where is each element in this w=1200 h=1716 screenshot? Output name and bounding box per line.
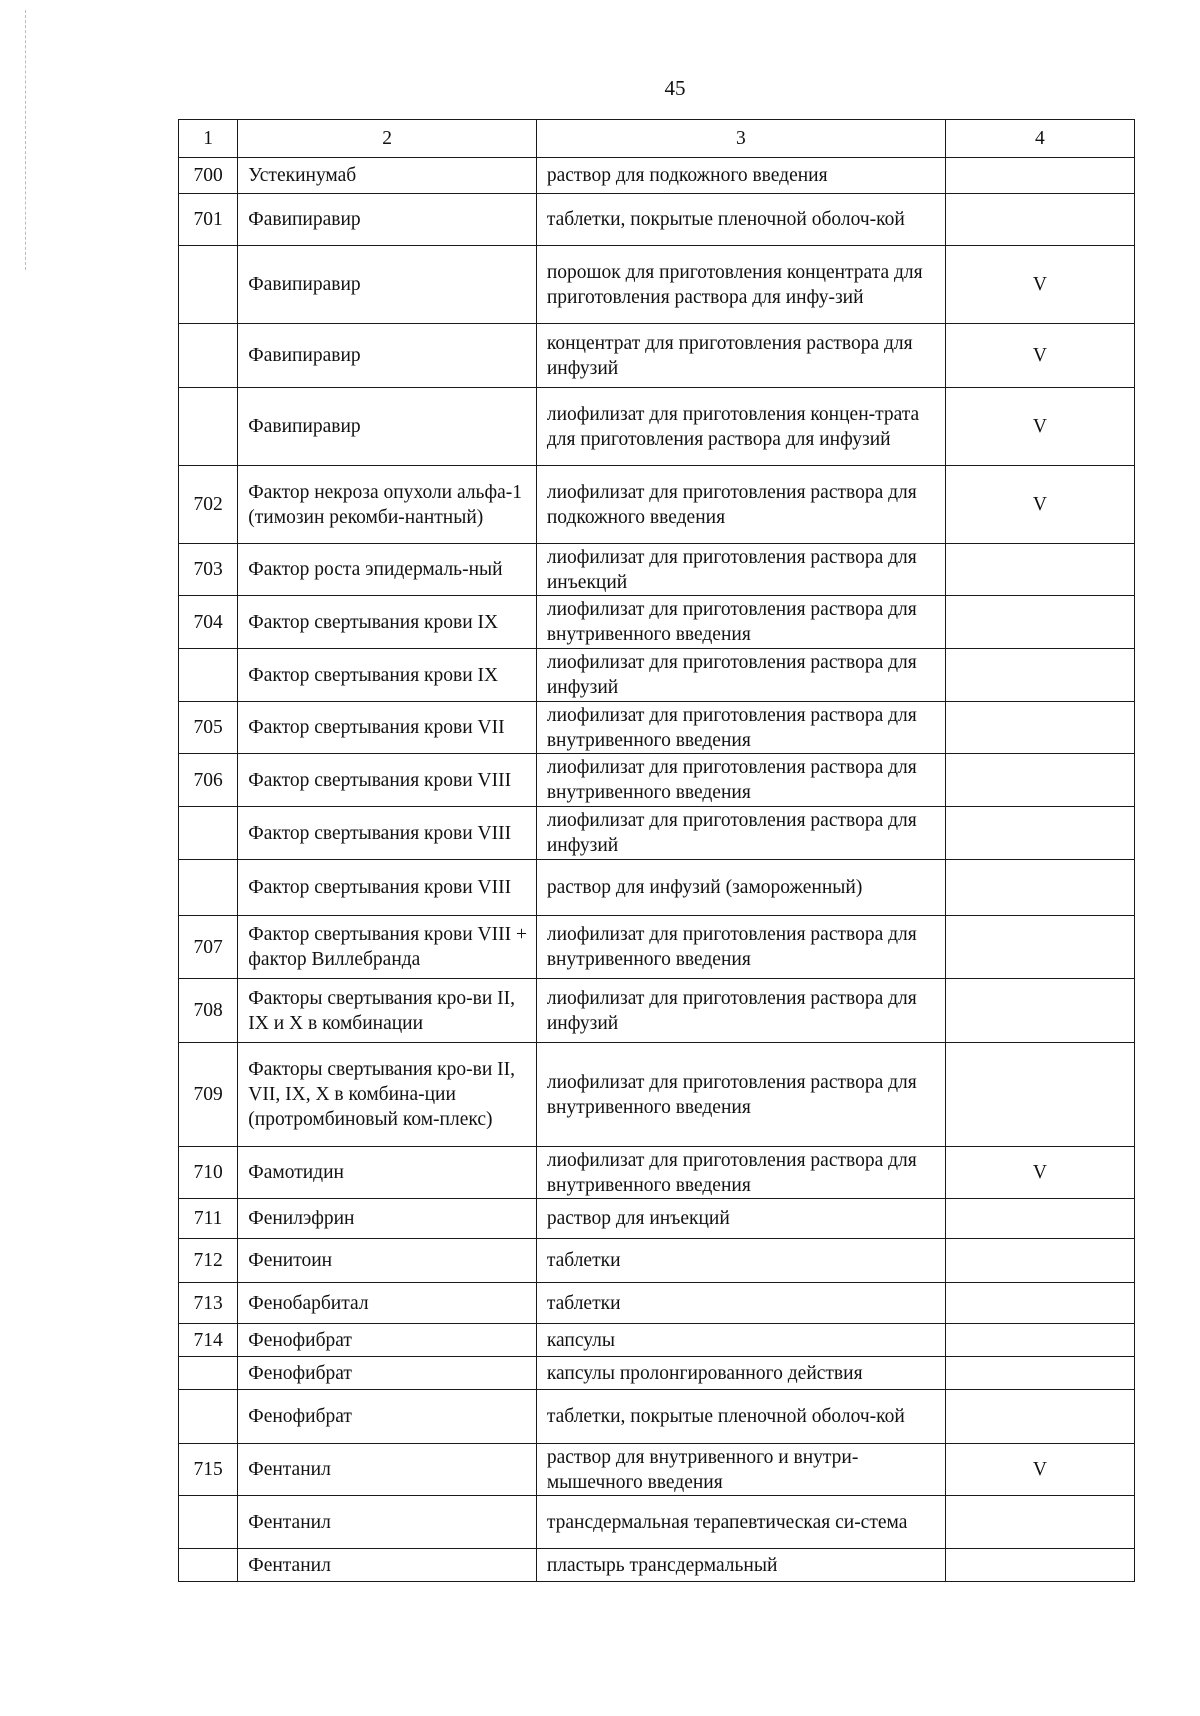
- drug-name: Фактор некроза опухоли альфа-1 (тимозин рекомби-нантный): [238, 466, 537, 544]
- header-col-4: 4: [945, 120, 1134, 158]
- drug-name: Фактор свертывания крови VIII + фактор Виллебранда: [238, 916, 537, 979]
- row-number: 702: [179, 466, 238, 544]
- row-number: 708: [179, 979, 238, 1043]
- drug-name: Фенофибрат: [238, 1390, 537, 1444]
- drug-name: Фенофибрат: [238, 1324, 537, 1357]
- drug-name: Фентанил: [238, 1496, 537, 1549]
- row-number: 705: [179, 702, 238, 754]
- table-row: [179, 596, 1135, 649]
- dosage-form: лиофилизат для приготовления раствора для инфузий: [536, 649, 945, 702]
- header-col-2: 2: [238, 120, 537, 158]
- table-row: [179, 1199, 1135, 1239]
- drug-name: Фактор свертывания крови VIII: [238, 807, 537, 860]
- dosage-form: порошок для приготовления концентрата для приготовления раствора для инфу-зий: [536, 246, 945, 324]
- row-number: 706: [179, 754, 238, 807]
- table-row: [179, 1043, 1135, 1147]
- drug-name: Факторы свертывания кро-ви II, VII, IX, X в комбина-ции (протромбиновый ком-плекс): [238, 1043, 537, 1147]
- vital-mark: [945, 702, 1134, 754]
- table-row: [179, 807, 1135, 860]
- vital-mark: V: [945, 324, 1134, 388]
- dosage-form: лиофилизат для приготовления раствора для инфузий: [536, 979, 945, 1043]
- header-col-3: 3: [536, 120, 945, 158]
- drug-name: Фавипиравир: [238, 388, 537, 466]
- vital-mark: [945, 807, 1134, 860]
- drug-name: Фавипиравир: [238, 246, 537, 324]
- vital-mark: [945, 1496, 1134, 1549]
- drug-name: Фавипиравир: [238, 324, 537, 388]
- row-number: 707: [179, 916, 238, 979]
- vital-mark: V: [945, 1444, 1134, 1496]
- vital-mark: [945, 916, 1134, 979]
- vital-mark: [945, 194, 1134, 246]
- table-row: [179, 1549, 1135, 1582]
- drug-name: Факторы свертывания кро-ви II, IX и X в комбинации: [238, 979, 537, 1043]
- table-row: [179, 649, 1135, 702]
- vital-mark: [945, 1549, 1134, 1582]
- dosage-form: раствор для внутривенного и внутри-мышечного введения: [536, 1444, 945, 1496]
- row-number: 709: [179, 1043, 238, 1147]
- row-number: [179, 1496, 238, 1549]
- dosage-form: таблетки: [536, 1239, 945, 1283]
- row-number: 711: [179, 1199, 238, 1239]
- row-number: [179, 388, 238, 466]
- drug-name: Фактор свертывания крови VIII: [238, 860, 537, 916]
- table-row: [179, 1239, 1135, 1283]
- row-number: [179, 324, 238, 388]
- row-number: [179, 1549, 238, 1582]
- row-number: [179, 860, 238, 916]
- dosage-form: концентрат для приготовления раствора для инфузий: [536, 324, 945, 388]
- dosage-form: капсулы пролонгированного действия: [536, 1357, 945, 1390]
- table-row: [179, 979, 1135, 1043]
- table-row: [179, 916, 1135, 979]
- dosage-form: таблетки, покрытые пленочной оболоч-кой: [536, 1390, 945, 1444]
- drug-name: Фенофибрат: [238, 1357, 537, 1390]
- table-row: [179, 1496, 1135, 1549]
- row-number: 713: [179, 1283, 238, 1324]
- vital-mark: [945, 979, 1134, 1043]
- drug-table: [178, 119, 1135, 1582]
- table-row: [179, 1283, 1135, 1324]
- vital-mark: [945, 649, 1134, 702]
- table-row: [179, 544, 1135, 596]
- row-number: 704: [179, 596, 238, 649]
- vital-mark: [945, 544, 1134, 596]
- drug-name: Фактор роста эпидермаль-ный: [238, 544, 537, 596]
- scan-margin-mark: [25, 10, 27, 270]
- row-number: 701: [179, 194, 238, 246]
- row-number: [179, 246, 238, 324]
- drug-name: Фенилэфрин: [238, 1199, 537, 1239]
- table-row: [179, 860, 1135, 916]
- dosage-form: лиофилизат для приготовления раствора для инъекций: [536, 544, 945, 596]
- drug-name: Фактор свертывания крови IX: [238, 596, 537, 649]
- dosage-form: лиофилизат для приготовления концен-трата для приготовления раствора для инфузий: [536, 388, 945, 466]
- row-number: 703: [179, 544, 238, 596]
- vital-mark: [945, 754, 1134, 807]
- vital-mark: [945, 1239, 1134, 1283]
- dosage-form: лиофилизат для приготовления раствора для внутривенного введения: [536, 702, 945, 754]
- vital-mark: [945, 1324, 1134, 1357]
- dosage-form: трансдермальная терапевтическая си-стема: [536, 1496, 945, 1549]
- table-row: [179, 324, 1135, 388]
- vital-mark: [945, 1199, 1134, 1239]
- vital-mark: [945, 860, 1134, 916]
- table-row: [179, 246, 1135, 324]
- vital-mark: V: [945, 1147, 1134, 1199]
- dosage-form: лиофилизат для приготовления раствора для внутривенного введения: [536, 916, 945, 979]
- vital-mark: [945, 596, 1134, 649]
- table-row: [179, 1147, 1135, 1199]
- drug-name: Устекинумаб: [238, 158, 537, 194]
- dosage-form: лиофилизат для приготовления раствора для инфузий: [536, 807, 945, 860]
- row-number: [179, 807, 238, 860]
- drug-name: Фентанил: [238, 1549, 537, 1582]
- drug-name: Фамотидин: [238, 1147, 537, 1199]
- dosage-form: лиофилизат для приготовления раствора для подкожного введения: [536, 466, 945, 544]
- dosage-form: раствор для инфузий (замороженный): [536, 860, 945, 916]
- dosage-form: капсулы: [536, 1324, 945, 1357]
- dosage-form: таблетки, покрытые пленочной оболоч-кой: [536, 194, 945, 246]
- drug-name: Фактор свертывания крови IX: [238, 649, 537, 702]
- table-row: [179, 754, 1135, 807]
- dosage-form: лиофилизат для приготовления раствора для внутривенного введения: [536, 1043, 945, 1147]
- table-row: [179, 1324, 1135, 1357]
- vital-mark: [945, 1283, 1134, 1324]
- row-number: 714: [179, 1324, 238, 1357]
- header-col-1: 1: [179, 120, 238, 158]
- vital-mark: V: [945, 246, 1134, 324]
- dosage-form: лиофилизат для приготовления раствора для внутривенного введения: [536, 754, 945, 807]
- table-row: [179, 158, 1135, 194]
- vital-mark: [945, 158, 1134, 194]
- row-number: 712: [179, 1239, 238, 1283]
- dosage-form: лиофилизат для приготовления раствора для внутривенного введения: [536, 596, 945, 649]
- dosage-form: раствор для инъекций: [536, 1199, 945, 1239]
- table-row: [179, 1390, 1135, 1444]
- table-row: [179, 388, 1135, 466]
- table-body: [179, 158, 1135, 1582]
- table-row: [179, 194, 1135, 246]
- dosage-form: лиофилизат для приготовления раствора для внутривенного введения: [536, 1147, 945, 1199]
- drug-name: Фактор свертывания крови VII: [238, 702, 537, 754]
- row-number: [179, 1357, 238, 1390]
- table-row: [179, 1444, 1135, 1496]
- vital-mark: [945, 1357, 1134, 1390]
- vital-mark: V: [945, 388, 1134, 466]
- vital-mark: [945, 1043, 1134, 1147]
- drug-name: Фавипиравир: [238, 194, 537, 246]
- dosage-form: таблетки: [536, 1283, 945, 1324]
- vital-mark: [945, 1390, 1134, 1444]
- vital-mark: V: [945, 466, 1134, 544]
- table-row: [179, 702, 1135, 754]
- table-row: [179, 1357, 1135, 1390]
- dosage-form: раствор для подкожного введения: [536, 158, 945, 194]
- page-number: 45: [664, 76, 686, 100]
- row-number: 710: [179, 1147, 238, 1199]
- row-number: [179, 1390, 238, 1444]
- table-row: [179, 466, 1135, 544]
- drug-name: Фентанил: [238, 1444, 537, 1496]
- row-number: [179, 649, 238, 702]
- drug-name: Фенобарбитал: [238, 1283, 537, 1324]
- drug-name: Фенитоин: [238, 1239, 537, 1283]
- table-header-row: [179, 120, 1135, 158]
- row-number: 715: [179, 1444, 238, 1496]
- drug-name: Фактор свертывания крови VIII: [238, 754, 537, 807]
- dosage-form: пластырь трансдермальный: [536, 1549, 945, 1582]
- row-number: 700: [179, 158, 238, 194]
